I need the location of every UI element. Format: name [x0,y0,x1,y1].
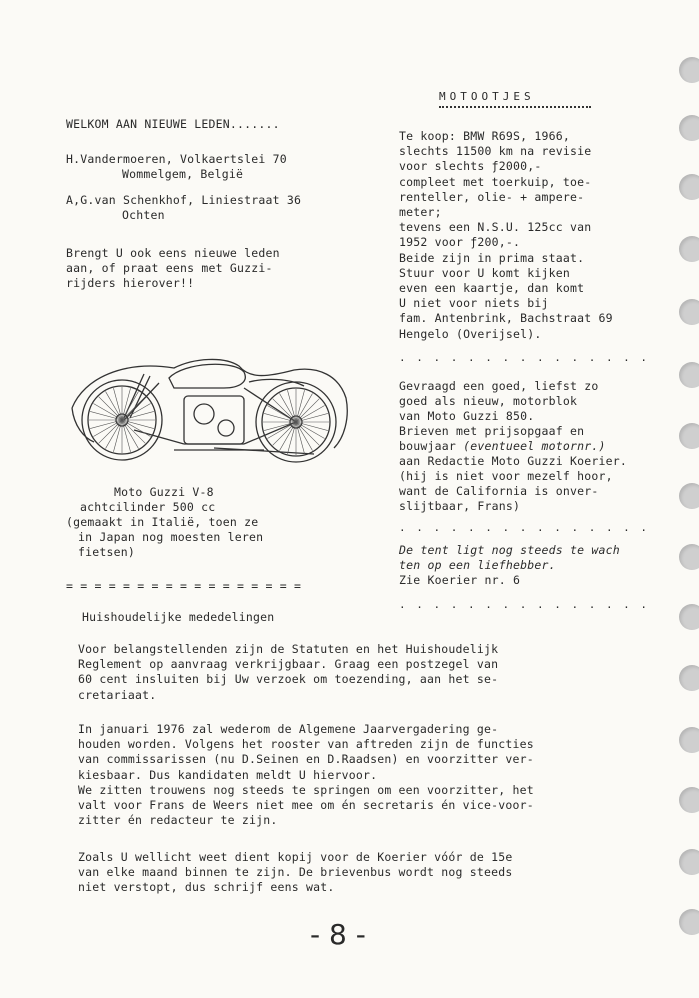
para2-line-5: We zitten trouwens nog steeds te springen om een voorzitter, het [78,782,534,797]
ad1-line-4: compleet met toerkuip, toe- [399,174,592,189]
ad1-line-12: U niet voor niets bij [399,296,549,311]
appeal-line-1: Brengt U ook eens nieuwe leden [66,246,280,260]
household-title: Huishoudelijke mededelingen [82,610,275,624]
para3-line-3: niet verstopt, dus schrijf eens wat. [78,880,335,895]
ad2-line-2: goed als nieuw, motorblok [399,394,578,408]
heading-underline [439,106,591,111]
ad3-line-2: ten op een liefhebber. [399,558,556,572]
ad2-line-9: slijtbaar, Frans) [399,499,521,513]
motootjes-heading: MOTOOTJES [439,90,535,103]
binder-hole [679,299,699,325]
para2-line-2: houden worden. Volgens het rooster van aftreden zijn de functies [78,737,534,752]
caption-line-3: (gemaakt in Italië, toen ze [66,515,259,529]
para2-line-1: In januari 1976 zal wederom de Algemene Jaarvergadering ge- [78,722,499,736]
ad2-line-1: Gevraagd een goed, liefst zo [399,379,599,393]
caption-line-1: Moto Guzzi V-8 [114,485,214,499]
binder-hole [679,236,699,262]
ad3-line-3: Zie Koerier nr. 6 [399,573,521,587]
ad1-line-7: tevens een N.S.U. 125cc van [399,220,592,235]
member-1-line-2: Wommelgem, België [122,167,244,181]
para2-line-3: van commissarissen (nu D.Seinen en D.Raadsen) en voorzitter ver- [78,752,534,767]
ad1-line-11: even een kaartje, dan komt [399,281,585,295]
caption-line-5: fietsen) [78,545,135,559]
ad3-line-1: De tent ligt nog steeds te wach [399,543,620,557]
binder-hole [679,604,699,630]
ad1-line-1: Te koop: BMW R69S, 1966, [399,129,570,143]
appeal-line-3: rijders hierover!! [66,276,195,290]
appeal-line-2: aan, of praat eens met Guzzi- [66,261,273,275]
dots-separator-1: . . . . . . . . . . . . . . . [399,351,650,364]
dots-separator-2: . . . . . . . . . . . . . . . [399,521,650,534]
binder-hole [679,727,699,753]
binder-hole [679,849,699,875]
para3-line-2: van elke maand binnen te zijn. De brievenbus wordt nog steeds [78,865,513,880]
page-number: - 8 - [310,918,366,951]
ad1-line-5: renteller, olie- + ampere- [399,189,585,204]
caption-line-4: in Japan nog moesten leren [78,530,264,544]
binder-hole [679,665,699,691]
ad1-line-9: Beide zijn in prima staat. [399,250,585,265]
ad2-line-6: aan Redactie Moto Guzzi Koerier. [399,454,627,468]
binder-holes [675,0,699,998]
para3-line-1: Zoals U wellicht weet dient kopij voor de Koerier vóór de 15e [78,850,513,864]
ad1-line-8: 1952 voor ƒ200,-. [399,235,521,250]
binder-hole [679,115,699,141]
ad1-line-6: meter; [399,205,442,219]
binder-hole [679,787,699,813]
binder-hole [679,174,699,200]
welcome-heading: WELKOM AAN NIEUWE LEDEN....... [66,117,280,131]
ad1-line-13: fam. Antenbrink, Bachstraat 69 [399,311,613,326]
para2-line-6: valt voor Frans de Weers niet mee om én secretaris én vice-voor- [78,798,534,812]
ad1-line-14: Hengelo (Overijsel). [399,326,542,341]
left-separator: = = = = = = = = = = = = = = = = = [66,579,302,593]
dots-separator-3: . . . . . . . . . . . . . . . [399,598,650,611]
caption-line-2: achtcilinder 500 cc [80,500,216,514]
para2-line-4: kiesbaar. Dus kandidaten meldt U hiervoor. [78,767,378,782]
binder-hole [679,57,699,83]
member-1-line-1: H.Vandermoeren, Volkaertslei 70 [66,152,287,166]
para1-line-4: cretariaat. [78,687,157,702]
para1-line-3: 60 cent insluiten bij Uw verzoek om toezending, aan het se- [78,672,499,687]
binder-hole [679,909,699,935]
binder-hole [679,362,699,388]
ad2-line-4: Brieven met prijsopgaaf en [399,424,585,438]
binder-hole [679,544,699,570]
para2-line-7: zitter én redacteur te zijn. [78,813,278,828]
member-2-line-2: Ochten [122,208,165,222]
member-2-line-1: A,G.van Schenkhof, Liniestraat 36 [66,193,302,207]
ad2-line-3: van Moto Guzzi 850. [399,409,535,423]
motorcycle-illustration [64,338,354,470]
para1-line-2: Reglement op aanvraag verkrijgbaar. Graag een postzegel van [78,657,499,672]
binder-hole [679,423,699,449]
ad2-line-5 [399,440,606,454]
ad2-line-8: want de California is onver- [399,484,599,498]
ad2-line-5-italic: (eventueel motornr.) [463,439,606,453]
ad1-line-2: slechts 11500 km na revisie [399,144,592,159]
ad2-line-7: (hij is niet voor mezelf hoor, [399,469,613,483]
ad1-line-10: Stuur voor U komt kijken [399,265,570,280]
binder-hole [679,483,699,509]
ad1-line-3: voor slechts ƒ2000,- [399,159,542,174]
ad2-line-5-normal: bouwjaar [399,439,464,453]
para1-line-1: Voor belangstellenden zijn de Statuten en het Huishoudelijk [78,642,499,656]
